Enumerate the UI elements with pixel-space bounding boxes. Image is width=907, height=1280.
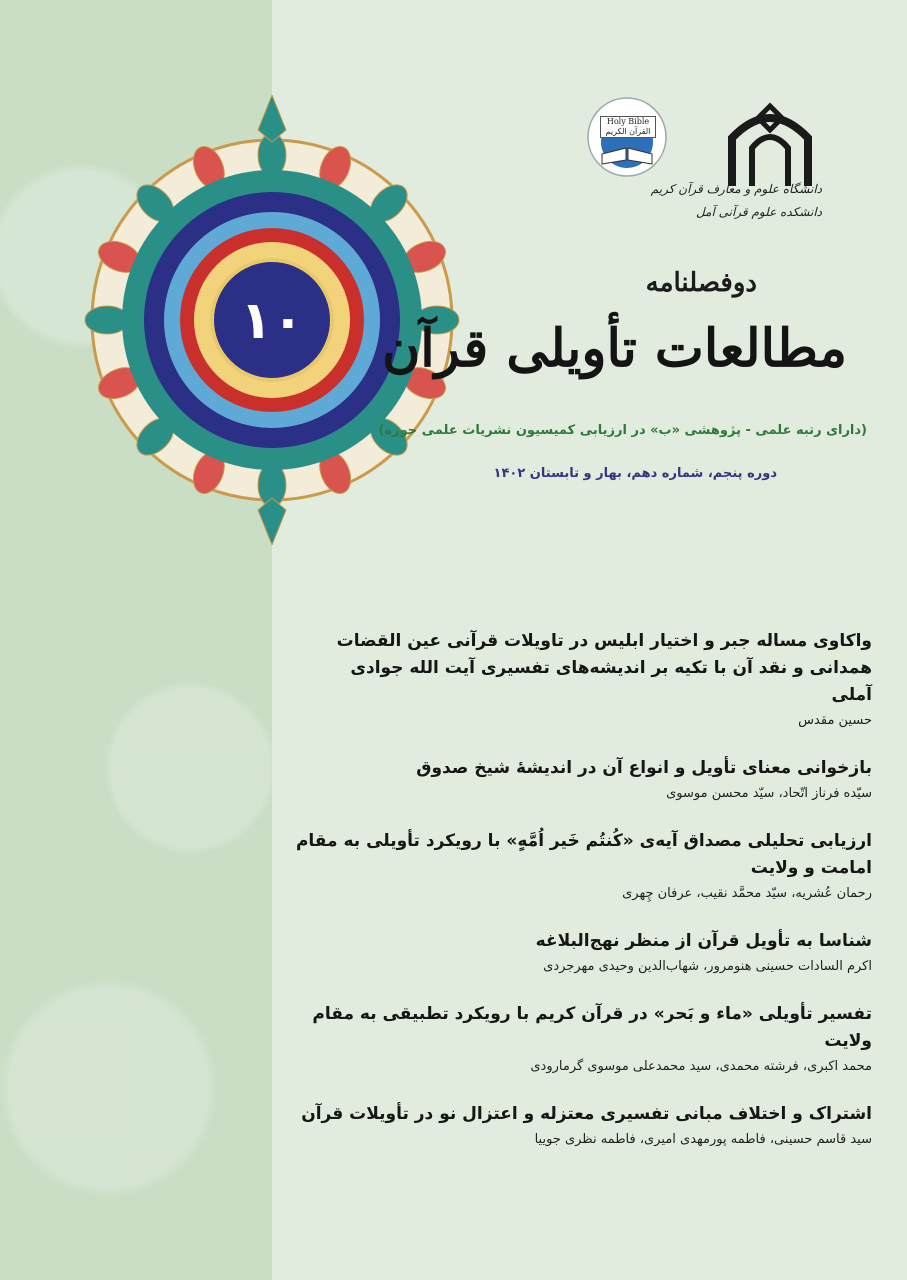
journal-title: مطالعات تأویلی قرآن: [382, 318, 847, 379]
article-authors: سیّده فرناز اتّحاد، سیّد محسن موسوی: [666, 786, 872, 801]
article-item: [272, 1101, 872, 1152]
article-title: تفسیر تأویلی «ماء و بَحر» در قرآن کریم با رویکرد تطبیقی به مقام ولایت: [312, 1004, 872, 1051]
journal-pre-title: دوفصلنامه: [645, 268, 757, 298]
article-item: [272, 755, 872, 806]
issue-info: دوره پنجم، شماره دهم، بهار و تابستان ۱۴۰۲: [493, 466, 777, 481]
emblem-book-text: Holy Bible القرآن الکریم: [600, 116, 656, 138]
university-name-line1: دانشگاه علوم و معارف قرآن کریم: [650, 182, 822, 196]
article-title: اشتراک و اختلاف مبانی تفسیری معتزله و اعتزال نو در تأویلات قرآن: [301, 1104, 872, 1124]
article-title: ارزیابی تحلیلی مصداق آیه‌ی «کُنتُم خَیر اُمَّهٍ» با رویکرد تأویلی به مقام امامت و ولایت: [295, 831, 872, 878]
article-authors: محمد اکبری، فرشته محمدی، سید محمدعلی موسوی گرمارودی: [530, 1059, 872, 1074]
university-logo: [722, 98, 818, 188]
faculty-name-line2: دانشکده علوم قرآنی آمل: [695, 205, 822, 219]
article-title: واکاوی مساله جبر و اختیار ابلیس در تاویلات قرآنی عین القضات همدانی و نقد آن با تکیه بر اندیشه‌های تفسیری آیت الله جوادی آملی: [336, 631, 872, 705]
article-authors: حسین مقدس: [798, 713, 872, 728]
article-authors: اکرم السادات حسینی هنومرور، شهاب‌الدین وحیدی مهرجردی: [543, 959, 872, 974]
article-authors: سید قاسم حسینی، فاطمه پورمهدی امیری، فاطمه نظری جوییا: [534, 1132, 872, 1147]
article-title: بازخوانی معنای تأویل و انواع آن در اندیشهٔ شیخ صدوق: [416, 758, 872, 778]
article-item: [272, 828, 872, 906]
university-name: [651, 178, 822, 224]
issue-number: ۱۰: [240, 291, 304, 351]
table-of-contents: [272, 628, 872, 1174]
article-authors: رحمان عُشریه، سیّد محمَّد نقیب، عرفان چِهری: [622, 886, 872, 901]
article-title: شناسا به تأویل قرآن از منظر نهج‌البلاغه: [535, 931, 872, 951]
journal-rank: (دارای رتبه علمی - پژوهشی «ب» در ارزیابی کمیسیون نشریات علمی حوزه): [378, 423, 867, 438]
article-item: [272, 1001, 872, 1079]
article-item: [272, 628, 872, 733]
article-item: [272, 928, 872, 979]
